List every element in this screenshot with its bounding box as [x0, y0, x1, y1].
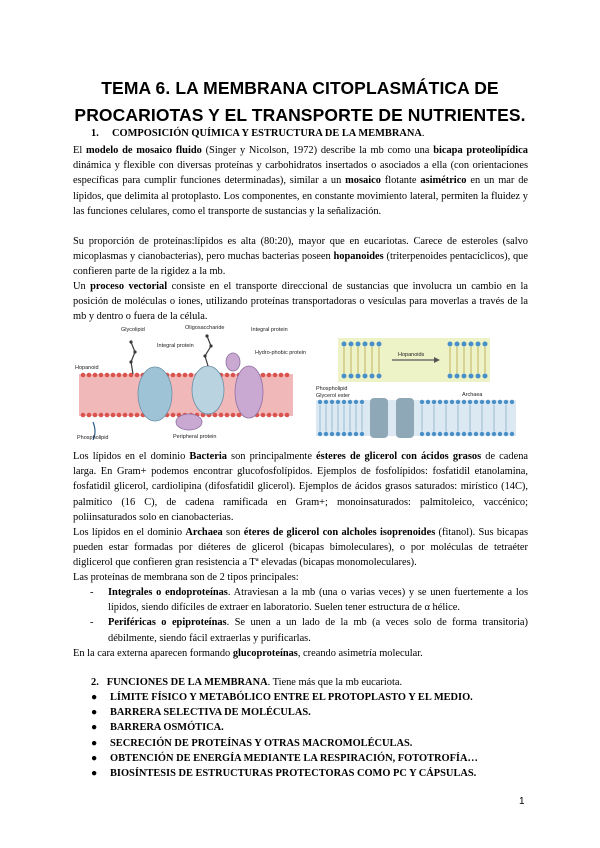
integral-protein-right: [235, 366, 263, 418]
p3-bold-vectorial: proceso vectorial: [90, 281, 168, 292]
function-item-text: BARRERA OSMÓTICA.: [110, 722, 224, 734]
function-item-text: SECRECIÓN DE PROTEÍNAS Y OTRAS MACROMOLÉCULAS.: [110, 737, 413, 749]
function-item: [91, 705, 531, 720]
p1-bold-mosaic-model: modelo de mosaico fluido: [86, 145, 202, 156]
label-hydrophobic-protein: Hydro-phobic protein: [255, 350, 307, 356]
p4-bold-glycerol-esters: ésteres de glicerol con ácidos grasos: [316, 451, 482, 462]
p4-text-2: son principalmente: [226, 451, 317, 462]
p7-bold-glycoproteins: glucoproteínas: [232, 648, 298, 659]
p4-text-1: Los lípidos en el dominio: [73, 451, 190, 462]
integral-protein-center: [192, 366, 224, 414]
label-integral-protein-inner: Integral protein: [157, 343, 194, 349]
p4-bold-bacteria: Bacteria: [189, 451, 227, 462]
p5-text-2: son: [222, 527, 244, 538]
function-item-text: OBTENCIÓN DE ENERGÍA MEDIANTE LA RESPIRACIÓN, FOTOTROFÍA…: [110, 752, 478, 764]
membrane-protein-types-list: [73, 585, 528, 646]
p1-bold-bilayer: bicapa proteolipídica: [433, 145, 528, 156]
function-item: [91, 766, 531, 781]
integral-proteins-term: Integrales o endoproteínas: [108, 587, 228, 598]
p1-bold-asymmetric: asimétrico: [420, 175, 467, 187]
document-title-line-1: TEMA 6. LA MEMBRANA CITOPLASMÁTICA DE: [101, 78, 499, 98]
paragraph-archaea-lipids: [73, 525, 528, 571]
p3-text-2: consiste en el transporte direccional de sustancias que involucra un cambio en la posición de moléculas o iones, utilizando proteínas transportadoras o vesículas para moverlas a través de la mb y dentro o fuera de la célula.: [73, 281, 528, 323]
paragraph-glycoproteins: [73, 646, 528, 661]
integral-protein-left: [138, 367, 172, 421]
p1-text-4: flotante: [380, 175, 421, 187]
paragraph-vectorial-process: [73, 279, 528, 325]
peripheral-protein: [176, 414, 202, 430]
p4-text-3: de cadena larga. En Gram+ podemos encontrar glucofosfolípidos. Ejemplos de fosfolípidos: fosfatidil etanolamina, fosfatidil glicerol, cardiolipina (difosfatidil glicerol). Ejemplos de ácidos grasos saturados: mirístico (14C), palmítico (16 C), de cadena ramificada en Gram+; monoinsaturados: palmitoleico, vaccénico; poliinsaturados solo en cianobacterias.: [73, 451, 529, 523]
function-item-text: BARRERA SELECTIVA DE MOLÉCULAS.: [110, 707, 311, 719]
bilayer-protein-left: [370, 398, 388, 438]
function-item: [91, 690, 531, 705]
p3-text-1: Un: [73, 281, 91, 292]
bullet-icon: ●: [91, 707, 98, 719]
p5-bold-glycerol-ethers: éteres de glicerol con alcholes isoprenoides: [243, 527, 436, 538]
p2-text-2: (triterpenoides pentacíclicos), que confieren parte de la rigidez a la mb.: [73, 251, 528, 278]
paragraph-membrane-proteins-intro: Las proteínas de membrana son de 2 tipos principales:: [73, 572, 299, 583]
label-phospholipid-right: Phospholipid: [316, 386, 348, 392]
section-1-title-end: .: [421, 128, 425, 139]
membrane-functions-list: [91, 690, 531, 781]
bilayer-protein-right: [396, 398, 414, 438]
label-glycolipid: Glycolipid: [121, 327, 145, 333]
section-2-heading: [91, 675, 402, 690]
bullet-icon: ●: [91, 768, 98, 780]
function-item-text: LÍMITE FÍSICO Y METABÓLICO ENTRE EL PROTOPLASTO Y EL MEDIO.: [110, 692, 473, 703]
label-peripheral-protein: Peripheral protein: [173, 434, 217, 440]
p2-text-1: Su proporción de proteínas:lípidos es alta (80:20), mayor que en eucariotas. Carece de esteroles (salvo micoplasmas y cianobacterias), pero muchas bacterias poseen: [73, 236, 528, 263]
section-1-title: COMPOSICIÓN QUÍMICA Y ESTRUCTURA DE LA MEMBRANA: [112, 128, 422, 139]
bilayer-panel: [316, 400, 516, 436]
bullet-icon: ●: [91, 737, 98, 749]
label-oligosaccharide: Oligosaccharide: [185, 325, 225, 331]
label-hopanoid: Hopanoid: [75, 365, 99, 371]
section-1-heading: [91, 128, 424, 139]
p1-text-5: en un mar de lípidos, que delimita al protoplasto. Los componentes, en constante movimiento lateral, permiten la fluidez y las funciones celulares, como el transporte de sustancias y la señalización.: [73, 175, 528, 217]
fluid-mosaic-membrane-figure: [73, 322, 307, 446]
label-phospholipid: Phospholipid: [77, 435, 109, 441]
document-title-line-2: PROCARIOTAS Y EL TRANSPORTE DE NUTRIENTES.: [74, 105, 526, 125]
function-item: [91, 751, 531, 766]
p1-text-2: (Singer y Nicolson, 1972) describe la mb como una: [201, 145, 434, 156]
label-glycerol-ester: Glycerol ester: [316, 393, 350, 399]
label-integral-protein-top: Integral protein: [251, 327, 288, 333]
paragraph-protein-lipid-ratio: [73, 234, 528, 280]
p7-text-1: En la cara externa aparecen formando: [73, 648, 233, 659]
label-archaea: Archaea: [462, 392, 483, 398]
function-item-text: BIOSÍNTESIS DE ESTRUCTURAS PROTECTORAS COMO PC Y CÁPSULAS.: [110, 768, 477, 780]
p5-bold-archaea: Archaea: [185, 527, 223, 538]
label-hopanoids: Hopanoids: [398, 352, 425, 358]
p5-text-1: Los lípidos en el dominio: [73, 527, 186, 538]
hydrophobic-protein: [226, 353, 240, 371]
p7-text-2: , creando asimetría molecular.: [297, 648, 423, 659]
function-item: [91, 720, 531, 735]
paragraph-bacteria-lipids: [73, 449, 528, 525]
p5-text-3: (fitanol). Sus bicapas pueden estar formadas por diéteres de glicerol (bicapas bimoleculares), o por moléculas de tetraéter diglicerol que confieren gran resistencia a Tª elevadas (bicapas monomoleculares).: [73, 527, 528, 569]
p1-bold-mosaic: mosaico: [345, 175, 381, 187]
integral-proteins-text: . Atraviesan a la mb (una o varias veces) y se unen fuertemente a los lípidos, siendo difíciles de extraer en laboratorio. Suelen tener estructura de α hélice.: [108, 587, 528, 614]
section-2-number: 2.: [91, 677, 99, 688]
p1-text-1: El: [73, 145, 87, 156]
bullet-icon: ●: [91, 752, 98, 764]
lipid-bilayer-comparison-figure: [312, 338, 522, 438]
peripheral-proteins-term: Periféricas o epiproteínas: [108, 617, 227, 629]
paragraph-mosaic-model: [73, 143, 528, 219]
peripheral-proteins-text: . Se unen a un lado de la mb (a veces solo de forma transitoria) débilmente, siendo fácil extraerlas y purificarlas.: [108, 617, 528, 644]
p2-bold-hopanoids: hopanoides: [333, 251, 384, 263]
bullet-icon: ●: [91, 692, 98, 703]
list-item-peripheral-proteins: - Periféricas o epiproteínas. Se unen a un lado de la mb (a veces solo de forma transitoria) débilmente, siendo fácil extraerlas y purificarlas.: [90, 617, 528, 644]
section-2-title: FUNCIONES DE LA MEMBRANA: [106, 677, 268, 688]
function-item: [91, 736, 531, 751]
section-1-number: 1.: [91, 128, 99, 139]
section-2-title-rest: . Tiene más que la mb eucariota.: [267, 677, 403, 688]
list-item-integral-proteins: - Integrales o endoproteínas. Atraviesan a la mb (una o varias veces) y se unen fuertemente a los lípidos, siendo difíciles de extraer en laboratorio. Suelen tener estructura de α hélice.: [90, 587, 528, 614]
bullet-icon: ●: [91, 722, 98, 734]
p1-text-3: dinámica y flexible con diversas proteínas y carbohidratos insertados o asociados a ella (con orientaciones específicas para cumplir funciones determinadas), similar a un: [73, 160, 528, 187]
page-number: 1: [519, 796, 525, 807]
